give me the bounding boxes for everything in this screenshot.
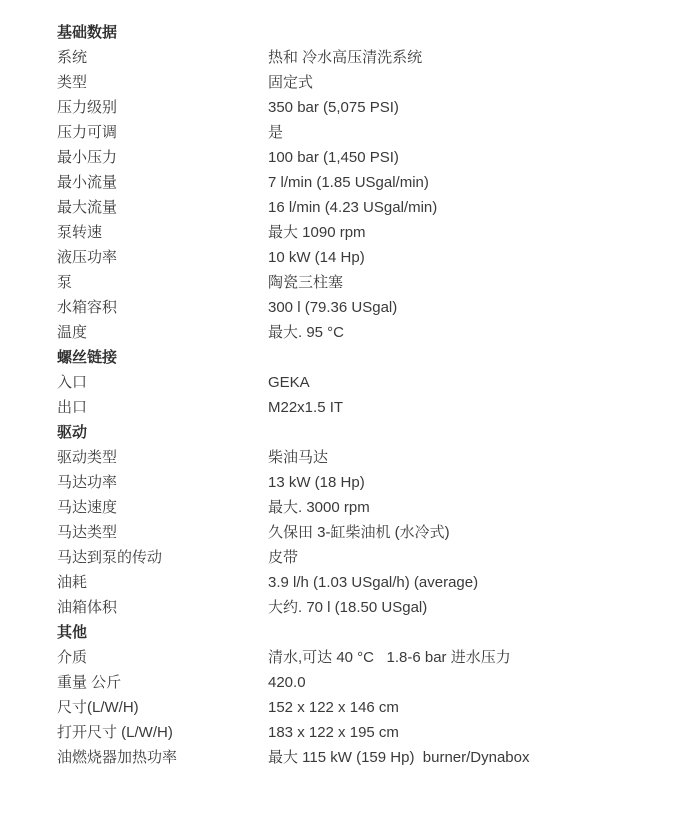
section-title: 基础数据: [57, 24, 118, 41]
spec-row: [57, 520, 674, 545]
spec-section: [57, 345, 674, 420]
spec-row: [57, 45, 674, 70]
spec-row: [57, 495, 674, 520]
spec-label: 泵: [57, 274, 73, 291]
spec-label: 打开尺寸 (L/W/H): [57, 724, 173, 741]
spec-label: 重量 公斤: [57, 674, 122, 691]
spec-row: [57, 395, 674, 420]
spec-section: [57, 620, 674, 770]
spec-section: [57, 420, 674, 620]
spec-row: [57, 370, 674, 395]
section-rows: [57, 45, 674, 345]
spec-value: 最大. 95 °C: [268, 324, 345, 341]
spec-value: 300 l (79.36 USgal): [268, 299, 398, 316]
spec-label: 压力可调: [57, 124, 118, 141]
spec-row: [57, 445, 674, 470]
spec-value: M22x1.5 IT: [268, 399, 344, 416]
spec-value: 16 l/min (4.23 USgal/min): [268, 199, 438, 216]
spec-row: [57, 295, 674, 320]
spec-row: [57, 545, 674, 570]
spec-row: [57, 270, 674, 295]
section-rows: [57, 445, 674, 620]
spec-label: 马达到泵的传动: [57, 549, 163, 566]
spec-row: [57, 195, 674, 220]
section-rows: [57, 645, 674, 770]
spec-row: [57, 320, 674, 345]
spec-value: 久保田 3-缸柴油机 (水冷式): [268, 524, 450, 541]
spec-label: 尺寸(L/W/H): [57, 699, 139, 716]
spec-value: 100 bar (1,450 PSI): [268, 149, 399, 166]
spec-value: 183 x 122 x 195 cm: [268, 724, 399, 741]
spec-value: 固定式: [268, 74, 314, 91]
spec-section: [57, 20, 674, 345]
spec-label: 油燃烧器加热功率: [57, 749, 178, 766]
spec-value: 13 kW (18 Hp): [268, 474, 365, 491]
spec-value: 最大. 3000 rpm: [268, 499, 370, 516]
spec-label: 入口: [57, 374, 88, 391]
spec-value: 420.0: [268, 674, 306, 691]
spec-row: [57, 570, 674, 595]
spec-label: 压力级别: [57, 99, 118, 116]
spec-label: 出口: [57, 399, 88, 416]
spec-row: [57, 645, 674, 670]
spec-value: 清水,可达 40 °C 1.8-6 bar 进水压力: [268, 649, 511, 666]
spec-label: 水箱容积: [57, 299, 118, 316]
spec-label: 马达功率: [57, 474, 118, 491]
spec-label: 马达速度: [57, 499, 118, 516]
spec-value: 是: [268, 124, 284, 141]
spec-row: [57, 170, 674, 195]
spec-value: 柴油马达: [268, 449, 329, 466]
spec-label: 马达类型: [57, 524, 118, 541]
section-title: 螺丝链接: [57, 349, 118, 366]
spec-row: [57, 70, 674, 95]
spec-row: [57, 245, 674, 270]
spec-row: [57, 120, 674, 145]
spec-value: 陶瓷三柱塞: [268, 274, 344, 291]
spec-label: 泵转速: [57, 224, 103, 241]
spec-label: 类型: [57, 74, 88, 91]
spec-value: 10 kW (14 Hp): [268, 249, 365, 266]
spec-label: 最小压力: [57, 149, 118, 166]
spec-label: 系统: [57, 49, 88, 66]
spec-value: 大约. 70 l (18.50 USgal): [268, 599, 428, 616]
spec-value: 热和 冷水高压清洗系统: [268, 49, 423, 66]
section-title: 其他: [57, 624, 88, 641]
spec-row: [57, 470, 674, 495]
spec-row: [57, 145, 674, 170]
spec-row: [57, 95, 674, 120]
spec-label: 驱动类型: [57, 449, 118, 466]
section-title: 驱动: [57, 424, 88, 441]
spec-label: 温度: [57, 324, 88, 341]
spec-value: 7 l/min (1.85 USgal/min): [268, 174, 429, 191]
spec-row: [57, 220, 674, 245]
spec-value: 最大 115 kW (159 Hp) burner/Dynabox: [268, 749, 530, 766]
spec-row: [57, 720, 674, 745]
spec-label: 油箱体积: [57, 599, 118, 616]
spec-row: [57, 695, 674, 720]
spec-sections: [57, 20, 674, 770]
spec-row: [57, 745, 674, 770]
spec-row: [57, 670, 674, 695]
spec-row: [57, 595, 674, 620]
spec-value: 皮带: [268, 549, 299, 566]
spec-label: 最小流量: [57, 174, 118, 191]
spec-label: 介质: [57, 649, 88, 666]
spec-value: 3.9 l/h (1.03 USgal/h) (average): [268, 574, 479, 591]
spec-value: 350 bar (5,075 PSI): [268, 99, 399, 116]
spec-value: 152 x 122 x 146 cm: [268, 699, 399, 716]
spec-label: 液压功率: [57, 249, 118, 266]
spec-value: 最大 1090 rpm: [268, 224, 366, 241]
spec-label: 最大流量: [57, 199, 118, 216]
spec-value: GEKA: [268, 374, 310, 391]
section-rows: [57, 370, 674, 420]
spec-label: 油耗: [57, 574, 88, 591]
